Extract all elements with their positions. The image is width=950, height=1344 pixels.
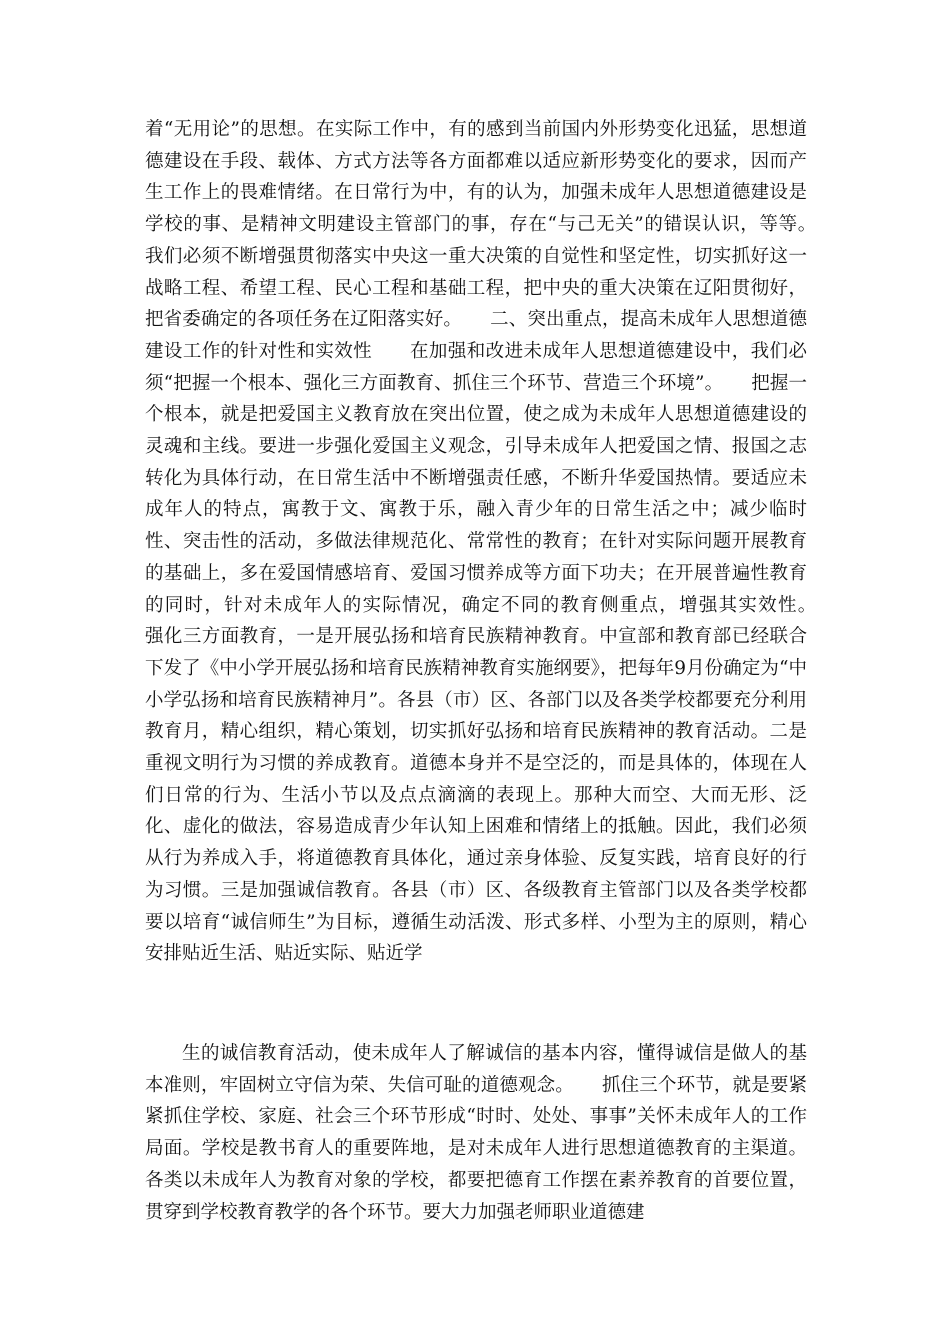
body-paragraph-2: 生的诚信教育活动，使未成年人了解诚信的基本内容，懂得诚信是做人的基本准则，牢固树立守信为荣、失信可耻的道德观念。 抓住三个环节，就是要紧紧抓住学校、家庭、社会三个环节形成“时时、处处、事事”关怀未成年人的工作局面。学校是教书育人的重要阵地，是对未成年人进行思想道德教育的主渠道。各类以未成年人为教育对象的学校，都要把德育工作摆在素养教育的首要位置，贯穿到学校教育教学的各个环节。要大力加强老师职业道德建: [145, 1043, 807, 1223]
body-paragraph-1: 着“无用论”的思想。在实际工作中，有的感到当前国内外形势变化迅猛，思想道德建设在手段、载体、方式方法等各方面都难以适应新形势变化的要求，因而产生工作上的畏难情绪。在日常行为中，有的认为，加强未成年人思想道德建设是学校的事、是精神文明建设主管部门的事，存在“与己无关”的错误认识，等等。 我们必须不断增强贯彻落实中央这一重大决策的自觉性和坚定性，切实抓好这一战略工程、希望工程、民心工程和基础工程，把中央的重大决策在辽阳贯彻好，把省委确定的各项任务在辽阳落实好。 二、突出重点，提高未成年人思想道德建设工作的针对性和实效性 在加强和改进未成年人思想道德建设中，我们必须“把握一个根本、强化三方面教育、抓住三个环节、营造三个环境”。 把握一个根本，就是把爱国主义教育放在突出位置，使之成为未成年人思想道德建设的灵魂和主线。要进一步强化爱国主义观念，引导未成年人把爱国之情、报国之志转化为具体行动，在日常生活中不断增强责任感，不断升华爱国热情。要适应未成年人的特点，寓教于文、寓教于乐，融入青少年的日常生活之中；减少临时性、突击性的活动，多做法律规范化、常常性的教育；在针对实际问题开展教育的基础上，多在爱国情感培育、爱国习惯养成等方面下功夫；在开展普遍性教育的同时，针对未成年人的实际情况，确定不同的教育侧重点，增强其实效性。 强化三方面教育，一是开展弘扬和培育民族精神教育。中宣部和教育部已经联合下发了《中小学开展弘扬和培育民族精神教育实施纲要》，把每年9月份确定为“中小学弘扬和培育民族精神月”。各县（市）区、各部门以及各类学校都要充分利用教育月，精心组织，精心策划，切实抓好弘扬和培育民族精神的教育活动。二是重视文明行为习惯的养成教育。道德本身并不是空泛的，而是具体的，体现在人们日常的行为、生活小节以及点点滴滴的表现上。那种大而空、大而无形、泛化、虚化的做法，容易造成青少年认知上困难和情绪上的抵触。因此，我们必须从行为养成入手，将道德教育具体化，通过亲身体验、反复实践，培育良好的行为习惯。三是加强诚信教育。各县（市）区、各级教育主管部门以及各类学校都要以培育“诚信师生”为目标，遵循生动活泼、形式多样、小型为主的原则，精心安排贴近生活、贴近实际、贴近学: [145, 119, 845, 965]
